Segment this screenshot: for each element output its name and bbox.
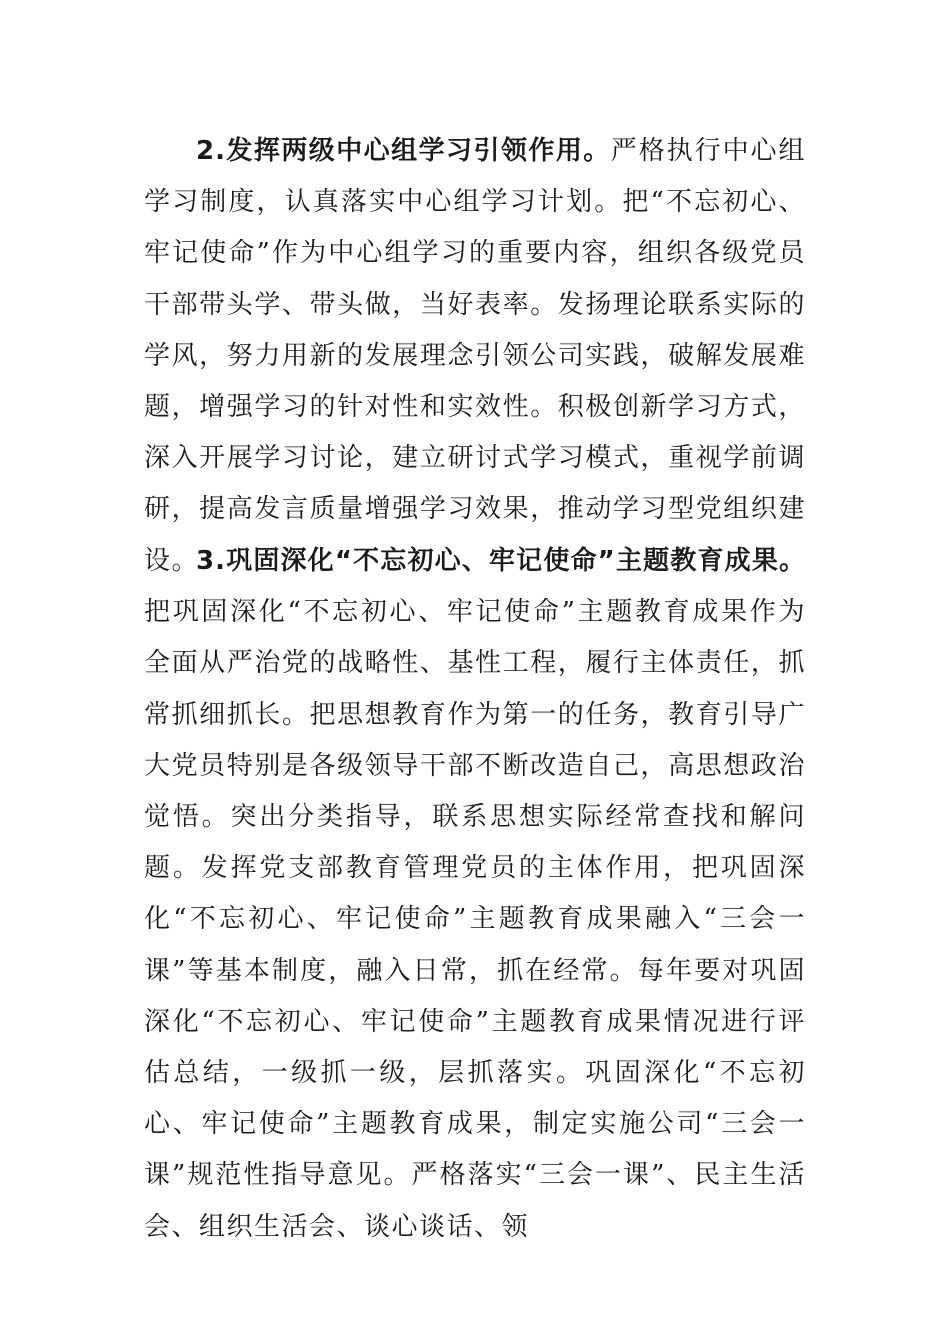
paragraph-3-heading: 3.巩固深化“不忘初心、牢记使命”主题教育成果。 <box>196 546 806 576</box>
paragraph-3-body: 把巩固深化“不忘初心、牢记使命”主题教育成果作为全面从严治党的战略性、基性工程，履行主体责任，抓常抓细抓长。把思想教育作为第一的任务，教育引导广大党员特别是各级领导干部不断改造自己，高思想政治觉悟。突出分类指导，联系思想实际经常查找和解问题。发挥党支部教育管理党员的主体作用，把巩固深化“不忘初心、牢记使命”主题教育成果融入“三会一课”等基本制度，融入日常，抓在经常。每年要对巩固深化“不忘初心、牢记使命”主题教育成果情况进行评估总结，一级抓一级，层抓落实。巩固深化“不忘初心、牢记使命”主题教育成果，制定实施公司“三会一课”规范性指导意见。严格落实“三会一课”、民主生活会、组织生活会、谈心谈话、领 <box>144 597 806 1242</box>
paragraph-2 <box>144 126 806 587</box>
paragraph-3 <box>144 536 806 1253</box>
paragraph-2-heading: 2.发挥两级中心组学习引领作用。 <box>196 136 611 166</box>
paragraph-2-body: 严格执行中心组学习制度，认真落实中心组学习计划。把“不忘初心、牢记使命”作为中心组学习的重要内容，组织各级党员干部带头学、带头做，当好表率。发扬理论联系实际的学风，努力用新的发展理念引领公司实践，破解发展难题，增强学习的针对性和实效性。积极创新学习方式，深入开展学习讨论，建立研讨式学习模式，重视学前调研，提高发言质量增强学习效果，推动学习型党组织建设。 <box>144 136 806 576</box>
